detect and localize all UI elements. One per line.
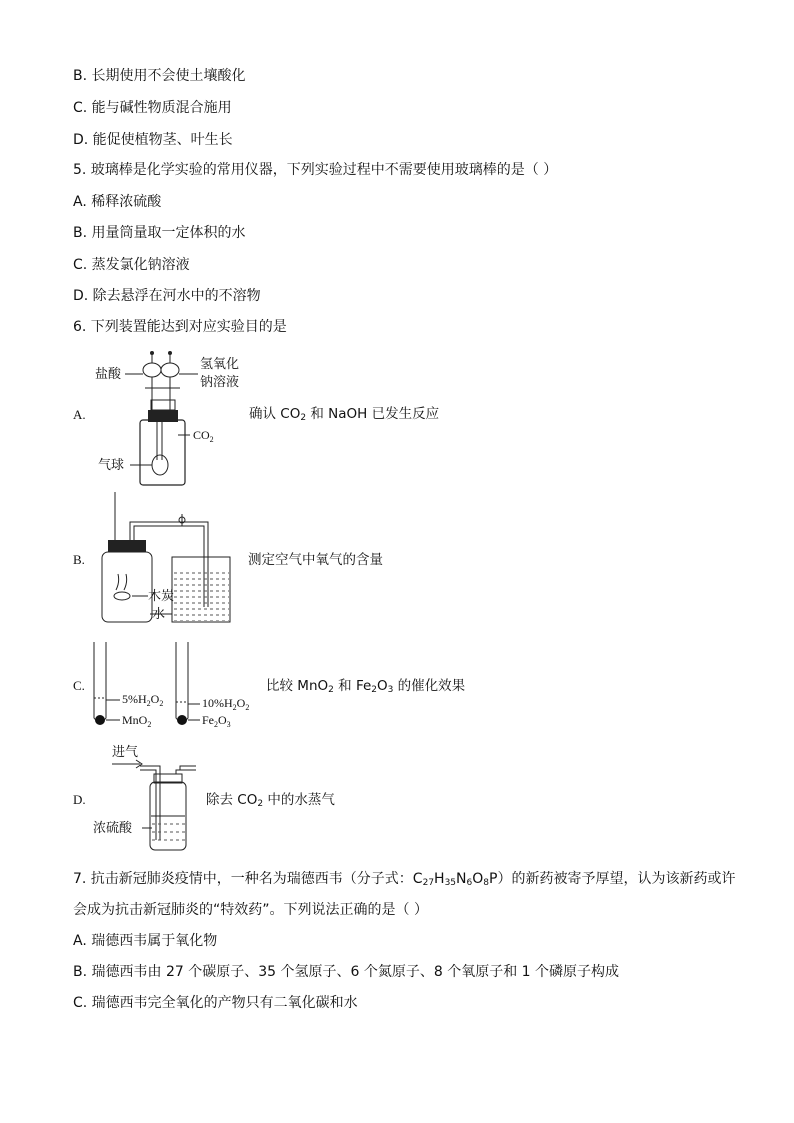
- q5-option-a: A. 稀释浓硫酸: [73, 194, 162, 210]
- label-charcoal: 木炭: [148, 589, 175, 604]
- q6-c-letter: C.: [73, 678, 85, 693]
- label-co2: $CO_2$: [193, 428, 214, 444]
- label-naoh-2: 钠溶液: [200, 375, 240, 390]
- label-water: 水: [152, 607, 166, 622]
- apparatus-d-diagram: [90, 742, 205, 852]
- q6-d-caption: 除去 $CO_2$ 中的水蒸气: [206, 792, 335, 809]
- q6-b-caption: 测定空气中氧气的含量: [248, 552, 383, 568]
- q6-c-caption: 比较 MnO$_2$ 和 $Fe_2O_3$ 的催化效果: [266, 678, 466, 695]
- label-h2o2-5: $5\%H_2O_2$: [122, 692, 164, 708]
- q6-b-letter: B.: [73, 552, 85, 567]
- label-balloon: 气球: [98, 458, 125, 473]
- q5-option-d: D. 除去悬浮在河水中的不溶物: [73, 288, 261, 304]
- label-gas-in: 进气: [112, 745, 139, 760]
- label-mno2: MnO$_2$: [122, 713, 152, 729]
- label-hcl: 盐酸: [95, 367, 122, 382]
- q6-a-caption: 确认 $CO_2$ 和 NaOH 已发生反应: [249, 406, 440, 423]
- q6-stem: 6. 下列装置能达到对应实验目的是: [73, 319, 287, 335]
- q7-option-c: C. 瑞德西韦完全氧化的产物只有二氧化碳和水: [73, 995, 358, 1011]
- label-fe2o3: $Fe_2O_3$: [202, 713, 231, 729]
- apparatus-b-diagram: [90, 492, 250, 627]
- apparatus-a-diagram: [90, 340, 260, 490]
- label-h2o2-10: $10\%H_2O_2$: [202, 696, 250, 712]
- option-d-top: D. 能促使植物茎、叶生长: [73, 132, 233, 148]
- q7-stem-line1: 7. 抗击新冠肺炎疫情中，一种名为瑞德西韦（分子式：$C_{27}H_{35}N_6O_8P$）的新药被寄予厚望，认为该新药或许: [73, 871, 736, 888]
- q6-a-letter: A.: [73, 407, 86, 422]
- q5-option-c: C. 蒸发氯化钠溶液: [73, 257, 190, 273]
- q7-stem-line2: 会成为抗击新冠肺炎的“特效药”。下列说法正确的是（ ）: [73, 902, 428, 918]
- apparatus-c-diagram: [90, 640, 270, 735]
- option-c-top: C. 能与碱性物质混合施用: [73, 100, 232, 116]
- q5-stem: 5. 玻璃棒是化学实验的常用仪器，下列实验过程中不需要使用玻璃棒的是（ ）: [73, 162, 558, 178]
- q7-option-a: A. 瑞德西韦属于氧化物: [73, 933, 218, 949]
- q6-d-letter: D.: [73, 792, 86, 807]
- label-naoh-1: 氢氧化: [200, 357, 240, 372]
- label-sulfuric-acid: 浓硫酸: [93, 821, 133, 836]
- q7-option-b: B. 瑞德西韦由 27 个碳原子、35 个氢原子、6 个氮原子、8 个氧原子和 1 个磷原子构成: [73, 964, 620, 980]
- option-b-top: B. 长期使用不会使土壤酸化: [73, 68, 246, 84]
- q5-option-b: B. 用量筒量取一定体积的水: [73, 225, 246, 241]
